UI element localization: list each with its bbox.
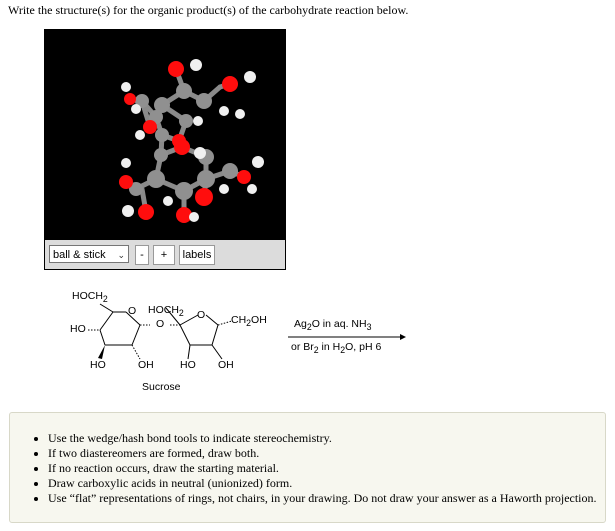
compound-name-label: Sucrose — [142, 381, 181, 393]
left-ho-bottom-label: HO — [90, 359, 106, 371]
right-hoch2-label: $HOCH_2$ — [148, 304, 184, 319]
viewer-controls — [45, 240, 285, 269]
reaction-scheme — [60, 285, 420, 395]
instructions-box — [9, 412, 606, 523]
display-mode-select[interactable] — [49, 245, 129, 263]
left-hoch2-label: $HOCH_2$ — [72, 290, 108, 305]
instructions-list — [10, 431, 605, 506]
glycosidic-oxygen-label: O — [156, 318, 165, 330]
instruction-item: • If two diastereomers are formed, draw both. — [48, 446, 605, 461]
display-mode-value: ball & stick — [53, 249, 106, 261]
zoom-out-button[interactable]: - — [135, 245, 149, 265]
chevron-down-icon: ⌄ — [117, 250, 125, 260]
left-ho-top-label: HO — [70, 323, 86, 335]
instruction-item: • Draw carboxylic acids in neutral (unionized) form. — [48, 476, 605, 491]
reagent-line-1: $Ag_2O$ in aq. $NH_3$ — [294, 318, 372, 333]
labels-button[interactable]: labels — [179, 245, 215, 265]
left-ring-oxygen-label: O — [128, 305, 137, 317]
molecule-viewer[interactable] — [44, 29, 286, 270]
question-text: Write the structure(s) for the organic product(s) of the carbohydrate reaction below. — [8, 3, 409, 17]
instruction-item: • If no reaction occurs, draw the starting material. — [48, 461, 605, 476]
reaction-structure-drawing — [60, 285, 420, 395]
molecule-3d-canvas[interactable] — [44, 29, 286, 239]
right-ho-bottom-label: HO — [180, 359, 196, 371]
right-ring-oxygen-label: O — [197, 309, 206, 321]
zoom-in-button[interactable]: + — [153, 245, 175, 265]
reagent-line-2: or $Br_2$ in $H_2O$, pH 6 — [291, 341, 382, 356]
instruction-item: • Use “flat” representations of rings, not chairs, in your drawing. Do not draw your answer as a Haworth projection. — [48, 491, 605, 506]
instruction-item: • Use the wedge/hash bond tools to indicate stereochemistry. — [48, 431, 605, 446]
right-oh-bottom-label: OH — [218, 359, 234, 371]
right-ch2oh-label: $CH_2OH$ — [231, 314, 267, 329]
left-oh-bottom-label: OH — [138, 359, 154, 371]
